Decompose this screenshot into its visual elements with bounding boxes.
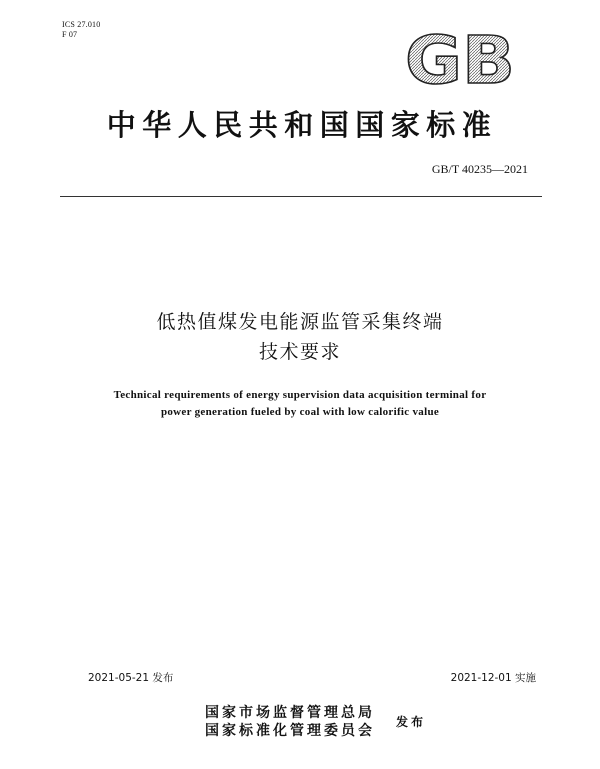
gb-logo (403, 27, 517, 89)
standard-type: 中华人民共和国国家标准 (106, 108, 498, 142)
chinese-title-line-1: 低热值煤发电能源监管采集终端 (156, 311, 444, 333)
ccs-code: F 07 (62, 30, 78, 39)
english-title-line-1: Technical requirements of energy supervision data acquisition terminal for (113, 389, 487, 401)
chinese-title-line-2: 技术要求 (258, 341, 341, 363)
issuer-samr: 国家市场监督管理总局 (205, 705, 375, 721)
standard-number: GB/T 40235—2021 (431, 162, 528, 176)
issue-label: 发布 (396, 715, 427, 729)
ics-code: ICS 27.010 (62, 20, 101, 29)
implement-date: 2021-12-01 实施 (450, 672, 536, 684)
english-title (0, 387, 600, 421)
header-divider (60, 196, 542, 197)
english-title-line-2: power generation fueled by coal with low calorific value (160, 406, 440, 418)
issuer-sac: 国家标准化管理委员会 (205, 723, 375, 739)
classification-codes (62, 20, 100, 40)
issuing-authorities (205, 704, 375, 740)
chinese-title (0, 307, 600, 367)
publish-date: 2021-05-21 发布 (88, 672, 174, 684)
gb-logo-text: GB (405, 27, 515, 89)
